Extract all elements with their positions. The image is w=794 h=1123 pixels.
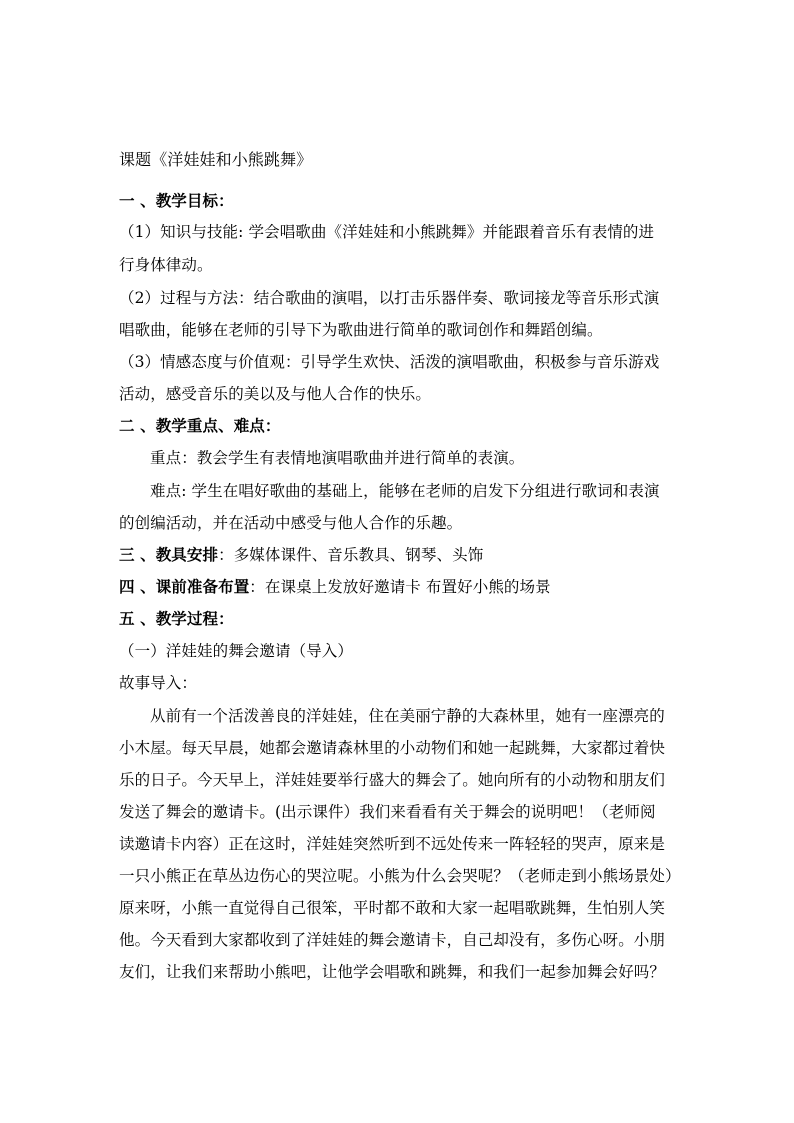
goal-1-line-1: （1）知识与技能: 学会唱歌曲《洋娃娃和小熊跳舞》并能跟着音乐有表情的进 [119,223,655,241]
story-line: 读邀请卡内容）正在这时，洋娃娃突然听到不远处传来一阵轻轻的哭声，原来是 [119,835,666,853]
story-intro-label: 故事导入： [119,674,198,692]
difficulty-line-1: 难点: 学生在唱好歌曲的基础上，能够在老师的启发下分组进行歌词和表演 [150,482,660,500]
story-line: 乐的日子。今天早上，洋娃娃要举行盛大的舞会了。她向所有的小动物和朋友们 [119,771,666,789]
goal-1-line-2: 行身体律动。 [119,256,213,274]
story-line: 从前有一个活泼善良的洋娃娃，住在美丽宁静的大森林里，她有一座漂亮的 [150,707,665,725]
part-1-heading: （一）洋娃娃的舞会邀请（导入） [119,642,354,660]
story-line: 发送了舞会的邀请卡。(出示课件）我们来看看有关于舞会的说明吧！（老师阅 [119,803,656,821]
section-heading-process: 五 、教学过程： [119,610,234,628]
section-heading-key-points: 二 、教学重点、难点： [119,417,281,435]
section-heading-preparation: 四 、课前准备布置 [119,578,250,596]
section-teaching-aids [119,545,689,565]
goal-2-line-1: （2）过程与方法：结合歌曲的演唱，以打击乐器伴奏、歌词接龙等音乐形式演 [119,289,660,307]
section-preparation [119,577,689,597]
story-line: 原来呀，小熊一直觉得自己很笨，平时都不敢和大家一起唱歌跳舞，生怕别人笑 [119,899,666,917]
section-heading-objectives: 一 、教学目标： [119,192,234,210]
goal-2-line-2: 唱歌曲，能够在老师的引导下为歌曲进行简单的歌词创作和舞蹈创编。 [119,321,603,339]
teaching-aids-text: ：多媒体课件、音乐教具、钢琴、头饰 [218,546,484,564]
lesson-title: 课题《洋娃娃和小熊跳舞》 [119,150,313,169]
preparation-text: ：在课桌上发放好邀请卡 布置好小熊的场景 [249,578,551,596]
story-line: 小木屋。每天早晨，她都会邀请森林里的小动物们和她一起跳舞，大家都过着快 [119,739,666,757]
story-line: 他。今天看到大家都收到了洋娃娃的舞会邀请卡，自己却没有，多伤心呀。小朋 [119,931,666,949]
story-line: 友们，让我们来帮助小熊吧，让他学会唱歌和跳舞，和我们一起参加舞会好吗？ [119,963,666,981]
difficulty-line-2: 的创编活动，并在活动中感受与他人合作的乐趣。 [119,514,463,532]
key-point-text: 重点：教会学生有表情地演唱歌曲并进行简单的表演。 [150,449,525,467]
section-heading-teaching-aids: 三 、教具安排 [119,546,219,564]
goal-3-line-1: （3）情感态度与价值观：引导学生欢快、活泼的演唱歌曲，积极参与音乐游戏 [119,353,660,371]
story-line: 一只小熊正在草丛边伤心的哭泣呢。小熊为什么会哭呢？（老师走到小熊场景处） [119,867,681,885]
goal-3-line-2: 活动，感受音乐的美以及与他人合作的快乐。 [119,385,432,403]
